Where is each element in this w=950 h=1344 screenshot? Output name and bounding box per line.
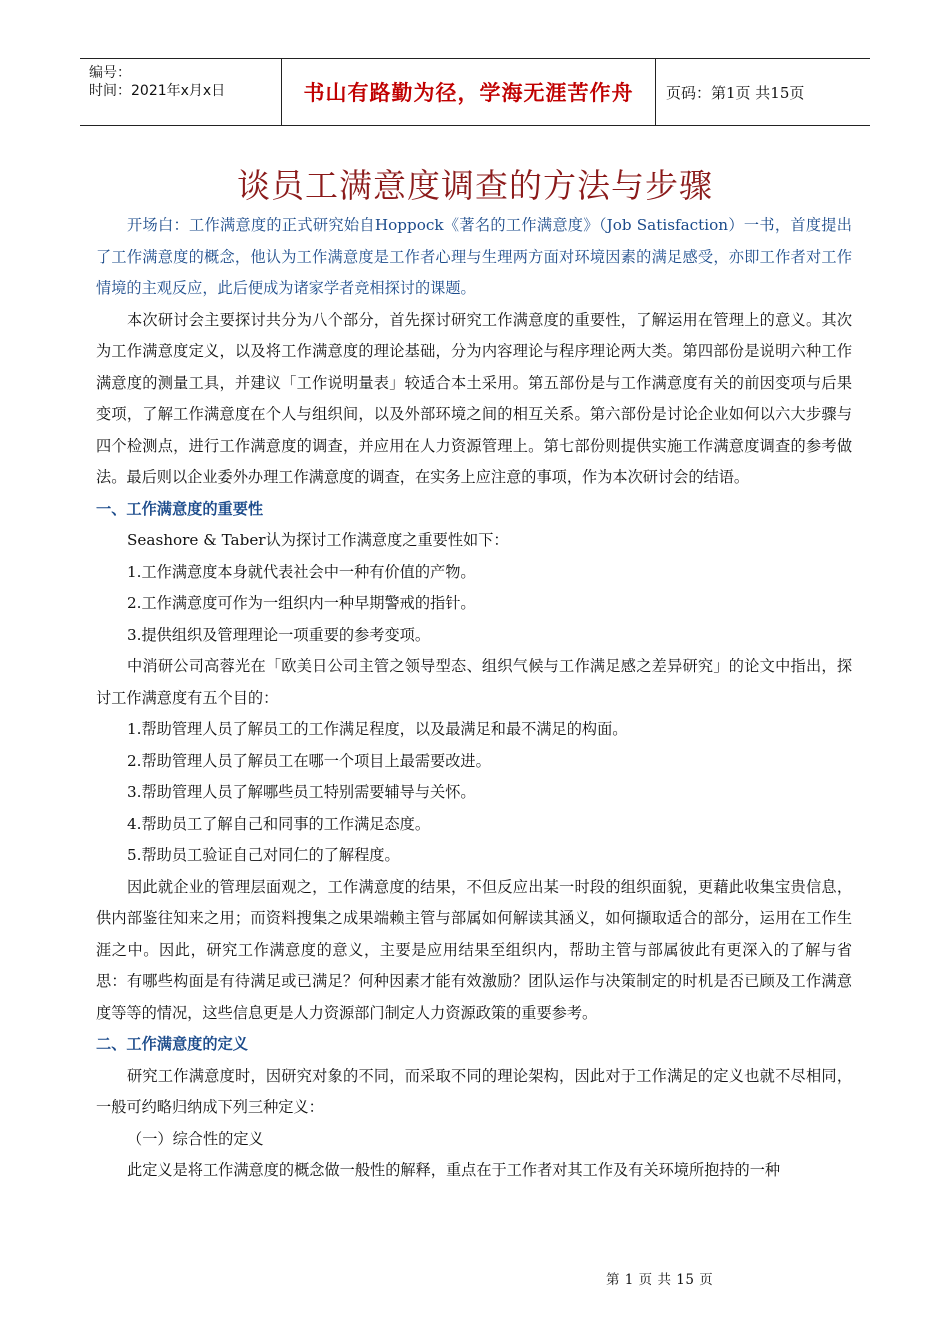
list-item: 3.提供组织及管理理论一项重要的参考变项。	[127, 625, 431, 644]
list-item: 2.帮助管理人员了解员工在哪一个项目上最需要改进。	[127, 751, 491, 770]
overview-paragraph: 本次研讨会主要探讨共分为八个部分，首先探讨研究工作满意度的重要性，了解运用在管理上的意义。其次为工作满意度定义，以及将工作满意度的理论基础，分为内容理论与程序理论两大类。第四部份是说明六种工作满意度的测量工具，并建议「工作说明量表」较适合本土采用。第五部份是与工作满意度有关的前因变项与后果变项，了解工作满意度在个人与组织间，以及外部环境之间的相互关系。第六部份是讨论企业如何以六大步骤与四个检测点，进行工作满意度的调查，并应用在人力资源管理上。第七部份则提供实施工作满意度调查的参考做法。最后则以企业委外办理工作满意度的调查，在实务上应注意的事项，作为本次研讨会的结语。	[96, 310, 852, 486]
document-body	[96, 210, 852, 1187]
paragraph: 中消研公司高蓉光在「欧美日公司主管之领导型态、组织气候与工作满足感之差异研究」的论文中指出，探讨工作满意度有五个目的：	[96, 657, 852, 707]
header-table	[80, 58, 870, 126]
page-title: 谈员工满意度调查的方法与步骤	[237, 166, 713, 205]
motto: 书山有路勤为径，学海无涯苦作舟	[303, 81, 634, 105]
paragraph: Seashore & Taber认为探讨工作满意度之重要性如下：	[127, 531, 509, 549]
list-item: 5.帮助员工验证自己对同仁的了解程度。	[127, 846, 400, 864]
list-item: 4.帮助员工了解自己和同事的工作满足态度。	[127, 814, 431, 833]
header-motto-cell	[282, 59, 656, 125]
list-item: 2.工作满意度可作为一组织内一种早期警戒的指针。	[127, 594, 476, 612]
number-label: 编号：	[89, 65, 131, 81]
subheading: （一）综合性的定义	[127, 1129, 264, 1148]
list-item: 3.帮助管理人员了解哪些员工特别需要辅导与关怀。	[127, 783, 476, 801]
list-item: 1.帮助管理人员了解员工的工作满足程度，以及最满足和最不满足的构面。	[127, 720, 628, 738]
section-heading-2: 二、工作满意度的定义	[96, 1035, 248, 1053]
time-label: 时间：2021年x月x日	[89, 83, 226, 99]
paragraph: 此定义是将工作满意度的概念做一般性的解释，重点在于工作者对其工作及有关环境所抱持的一种	[127, 1161, 781, 1179]
paragraph: 研究工作满意度时，因研究对象的不同，而采取不同的理论架构，因此对于工作满足的定义也就不尽相同，一般可约略归纳成下列三种定义：	[96, 1066, 852, 1116]
header-meta	[80, 59, 282, 125]
header-page-info: 页码：第1页 共15页	[666, 83, 805, 102]
page-footer: 第 1 页 共 15 页	[606, 1272, 714, 1288]
paragraph: 因此就企业的管理层面观之，工作满意度的结果，不但反应出某一时段的组织面貌，更藉此收集宝贵信息，供内部鉴往知来之用；而资料搜集之成果端赖主管与部属如何解读其涵义，如何撷取适合的部分，运用在工作生涯之中。因此，研究工作满意度的意义，主要是应用结果至组织内，帮助主管与部属彼此有更深入的了解与省思：有哪些构面是有待满足或已满足？何种因素才能有效激励？团队运作与决策制定的时机是否已顾及工作满意度等等的情况，这些信息更是人力资源部门制定人力资源政策的重要参考。	[96, 877, 852, 1022]
intro-paragraph: 开场白：工作满意度的正式研究始自Hoppock《著名的工作满意度》（Job Satisfaction）一书，首度提出了工作满意度的概念，他认为工作满意度是工作者心理与生理两方面对环境因素的满足感受，亦即工作者对工作情境的主观反应，此后便成为诸家学者竞相探讨的课题。	[96, 216, 852, 297]
section-heading-1: 一、工作满意度的重要性	[96, 499, 264, 518]
list-item: 1.工作满意度本身就代表社会中一种有价值的产物。	[127, 562, 476, 581]
